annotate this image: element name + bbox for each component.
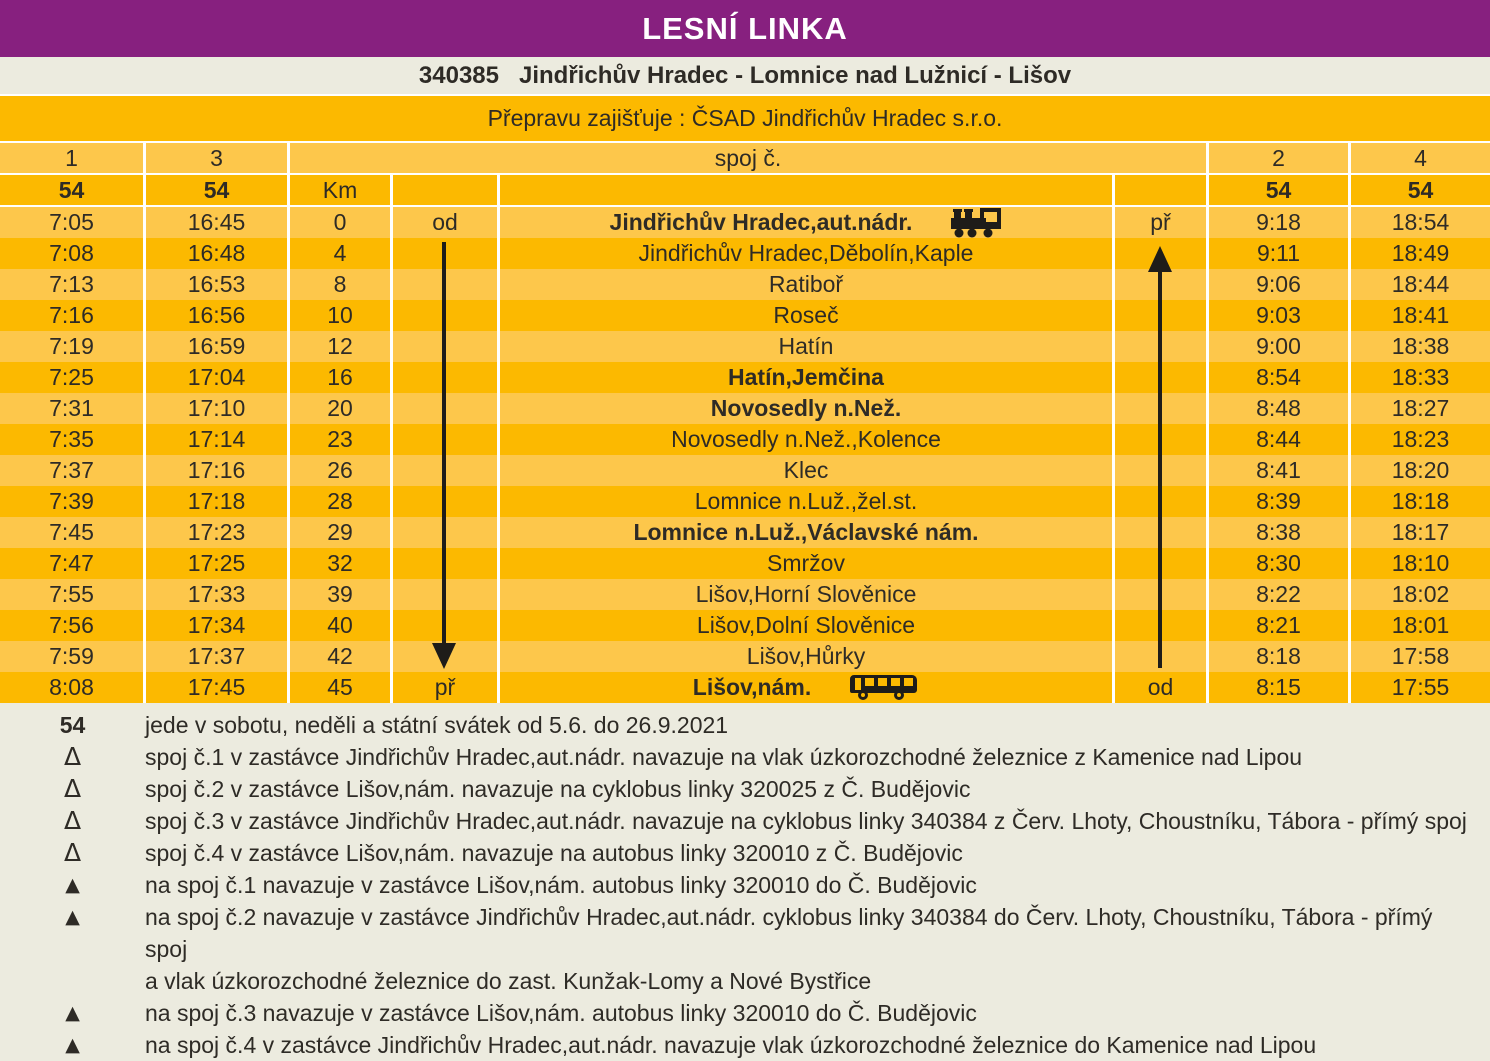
direction-pr-label: př [390,672,497,703]
operator-band [0,96,1490,143]
time-trip2: 9:00 [1206,331,1348,362]
footnote-text: spoj č.4 v zastávce Lišov,nám. navazuje na autobus linky 320010 z Č. Budějovic [145,840,963,866]
km-value: 29 [287,517,390,548]
time-trip3: 17:04 [143,362,287,393]
stop-name: Lomnice n.Luž.,žel.st. [497,486,1112,517]
km-value: 45 [287,672,390,703]
time-trip4: 18:49 [1348,238,1490,269]
time-trip3: 17:18 [143,486,287,517]
time-trip4: 18:27 [1348,393,1490,424]
trip-number-2: 2 [1206,143,1348,173]
time-trip4: 18:38 [1348,331,1490,362]
footnote-text: na spoj č.4 v zastávce Jindřichův Hradec,aut.nádr. navazuje vlak úzkorozchodné železnice do Kamenice nad Lipou [145,1032,1317,1058]
time-trip2: 9:18 [1206,207,1348,238]
time-trip2: 8:15 [1206,672,1348,703]
time-trip2: 8:38 [1206,517,1348,548]
footnote-text: spoj č.2 v zastávce Lišov,nám. navazuje na cyklobus linky 320025 z Č. Budějovic [145,776,971,802]
time-trip2: 8:41 [1206,455,1348,486]
time-trip4: 18:01 [1348,610,1490,641]
time-trip3: 17:10 [143,393,287,424]
time-trip3: 16:59 [143,331,287,362]
stop-name: Jindřichův Hradec,aut.nádr. [609,209,913,235]
trip-number-1: 1 [65,144,78,171]
stop-name: Hatín,Jemčina [497,362,1112,393]
stop-name: Roseč [497,300,1112,331]
triangle-filled-icon: ▲ [65,1002,80,1024]
footnote-text [145,901,1490,997]
time-trip4: 18:54 [1348,207,1490,238]
operator-label: Přepravu zajišťuje : ČSAD Jindřichův Hradec s.r.o. [487,105,1003,131]
footnote-text: na spoj č.1 navazuje v zastávce Lišov,nám. autobus linky 320010 do Č. Budějovic [145,872,977,898]
time-trip3: 16:48 [143,238,287,269]
footnote [0,1029,1490,1061]
trip-number-3: 3 [143,143,287,173]
stop-name: Ratiboř [497,269,1112,300]
stop-name: Novosedly n.Než. [497,393,1112,424]
table-row [0,424,1490,455]
note-code-trip2: 54 [1206,175,1348,205]
km-value: 40 [287,610,390,641]
time-trip4: 17:55 [1348,672,1490,703]
table-row [0,455,1490,486]
footnote [0,837,1490,869]
footnote-text-line: a vlak úzkorozchodné železnice do zast. Kunžak-Lomy a Nové Bystřice [145,968,872,994]
time-trip2: 8:18 [1206,641,1348,672]
time-trip1: 7:47 [49,550,94,576]
footnote [0,869,1490,901]
time-trip1: 7:37 [49,457,94,483]
time-trip2: 8:22 [1206,579,1348,610]
stop-name: Lišov,nám. [692,674,812,700]
time-trip3: 17:34 [143,610,287,641]
km-value: 0 [287,207,390,238]
time-trip4: 18:17 [1348,517,1490,548]
note-code-trip1: 54 [58,176,85,203]
triangle-filled-icon: ▲ [65,906,80,928]
km-header: Km [287,175,390,205]
table-row [0,579,1490,610]
direction-od-label: od [390,207,497,238]
triangle-outline-icon: Δ [63,806,82,835]
footnote [0,997,1490,1029]
time-trip2: 8:30 [1206,548,1348,579]
km-value: 4 [287,238,390,269]
time-trip4: 18:18 [1348,486,1490,517]
train-icon [950,208,1002,238]
stop-name-cell [497,207,1112,238]
time-trip1: 7:35 [49,426,94,452]
table-row [0,641,1490,672]
km-value: 26 [287,455,390,486]
time-trip4: 18:33 [1348,362,1490,393]
empty-cell [390,175,497,205]
time-trip2: 8:21 [1206,610,1348,641]
route-header [0,57,1490,96]
time-trip3: 17:25 [143,548,287,579]
km-value: 10 [287,300,390,331]
table-row [0,207,1490,238]
km-value: 20 [287,393,390,424]
km-value: 32 [287,548,390,579]
table-row [0,331,1490,362]
time-trip1: 7:19 [49,333,94,359]
time-trip4: 18:41 [1348,300,1490,331]
stop-name: Klec [497,455,1112,486]
time-trip3: 17:16 [143,455,287,486]
stop-name: Smržov [497,548,1112,579]
km-value: 23 [287,424,390,455]
banner [0,0,1490,57]
trip-number-4: 4 [1348,143,1490,173]
triangle-filled-icon: ▲ [65,874,80,896]
time-trip1: 7:08 [49,240,94,266]
empty-cell [1112,175,1206,205]
table-row [0,238,1490,269]
time-trip2: 9:11 [1206,238,1348,269]
stop-name: Lišov,Hůrky [497,641,1112,672]
time-trip1: 7:16 [49,302,94,328]
km-value: 28 [287,486,390,517]
timetable [0,143,1490,703]
time-trip1: 8:08 [49,674,94,700]
triangle-outline-icon: Δ [63,838,82,867]
empty-cell [497,175,1112,205]
time-trip1: 7:13 [49,271,94,297]
triangle-outline-icon: Δ [63,774,82,803]
table-row [0,517,1490,548]
table-row [0,610,1490,641]
table-row [0,486,1490,517]
footnote-text: spoj č.1 v zastávce Jindřichův Hradec,aut.nádr. navazuje na vlak úzkorozchodné železnice z Kamenice nad Lipou [145,744,1303,770]
stop-name: Lomnice n.Luž.,Václavské nám. [497,517,1112,548]
time-trip3: 17:23 [143,517,287,548]
km-value: 39 [287,579,390,610]
stop-name: Lišov,Dolní Slověnice [497,610,1112,641]
footnote-text: jede v sobotu, neděli a státní svátek od 5.6. do 26.9.2021 [145,712,729,738]
time-trip1: 7:56 [49,612,94,638]
time-trip4: 17:58 [1348,641,1490,672]
time-trip2: 9:03 [1206,300,1348,331]
stop-name: Jindřichův Hradec,Děbolín,Kaple [497,238,1112,269]
time-trip2: 9:06 [1206,269,1348,300]
time-trip2: 8:44 [1206,424,1348,455]
stop-name-cell [497,672,1112,703]
time-trip3: 17:33 [143,579,287,610]
time-trip4: 18:23 [1348,424,1490,455]
time-trip4: 18:02 [1348,579,1490,610]
km-value: 12 [287,331,390,362]
time-trip3: 17:14 [143,424,287,455]
footnote-symbol: 54 [59,712,86,738]
footnote [0,773,1490,805]
footnote [0,741,1490,773]
time-trip1: 7:05 [49,209,94,235]
time-trip2: 8:48 [1206,393,1348,424]
direction-pr-label: př [1112,207,1206,238]
triangle-outline-icon: Δ [63,742,82,771]
km-value: 42 [287,641,390,672]
note-code-trip4: 54 [1348,175,1490,205]
footnote-text: spoj č.3 v zastávce Jindřichův Hradec,aut.nádr. navazuje na cyklobus linky 340384 z Červ. Lhoty, Choustníku, Tábora - přímý spoj [145,808,1467,834]
stop-name: Hatín [497,331,1112,362]
time-trip3: 17:37 [143,641,287,672]
time-trip1: 7:45 [49,519,94,545]
time-trip4: 18:20 [1348,455,1490,486]
time-trip3: 16:45 [143,207,287,238]
table-row [0,393,1490,424]
time-trip1: 7:59 [49,643,94,669]
footnote [0,709,1490,741]
footnote [0,805,1490,837]
arrival-arrow-up-icon [1148,246,1172,668]
stop-name: Lišov,Horní Slověnice [497,579,1112,610]
time-trip1: 7:55 [49,581,94,607]
table-row [0,300,1490,331]
footnote-text: na spoj č.3 navazuje v zastávce Lišov,nám. autobus linky 320010 do Č. Budějovic [145,1000,977,1026]
table-row [0,362,1490,393]
table-row [0,548,1490,579]
direction-od-label: od [1112,672,1206,703]
header-row-trip-numbers [0,143,1490,175]
time-trip4: 18:10 [1348,548,1490,579]
note-code-trip3: 54 [143,175,287,205]
km-value: 8 [287,269,390,300]
triangle-filled-icon: ▲ [65,1034,80,1056]
table-row [0,269,1490,300]
table-row [0,672,1490,703]
bus-icon [849,674,919,701]
time-trip4: 18:44 [1348,269,1490,300]
departure-arrow-down-icon [432,242,456,669]
spoj-label: spoj č. [287,143,1206,173]
time-trip1: 7:31 [49,395,94,421]
time-trip1: 7:25 [49,364,94,390]
footnote [0,901,1490,997]
time-trip3: 16:56 [143,300,287,331]
page-title: LESNÍ LINKA [642,10,848,46]
footnote-text-line: na spoj č.2 navazuje v zastávce Jindřichův Hradec,aut.nádr. cyklobus linky 340384 do Červ. Lhoty, Choustníku, Tábora - přímý spoj [145,904,1433,962]
time-trip3: 16:53 [143,269,287,300]
time-trip3: 17:45 [143,672,287,703]
line-number: 340385 [418,61,499,89]
route-name: Jindřichův Hradec - Lomnice nad Lužnicí - Lišov [519,61,1072,89]
time-trip2: 8:39 [1206,486,1348,517]
footnotes [0,703,1490,1061]
stop-name: Novosedly n.Než.,Kolence [497,424,1112,455]
km-value: 16 [287,362,390,393]
time-trip1: 7:39 [49,488,94,514]
time-trip2: 8:54 [1206,362,1348,393]
header-row-notes [0,175,1490,207]
